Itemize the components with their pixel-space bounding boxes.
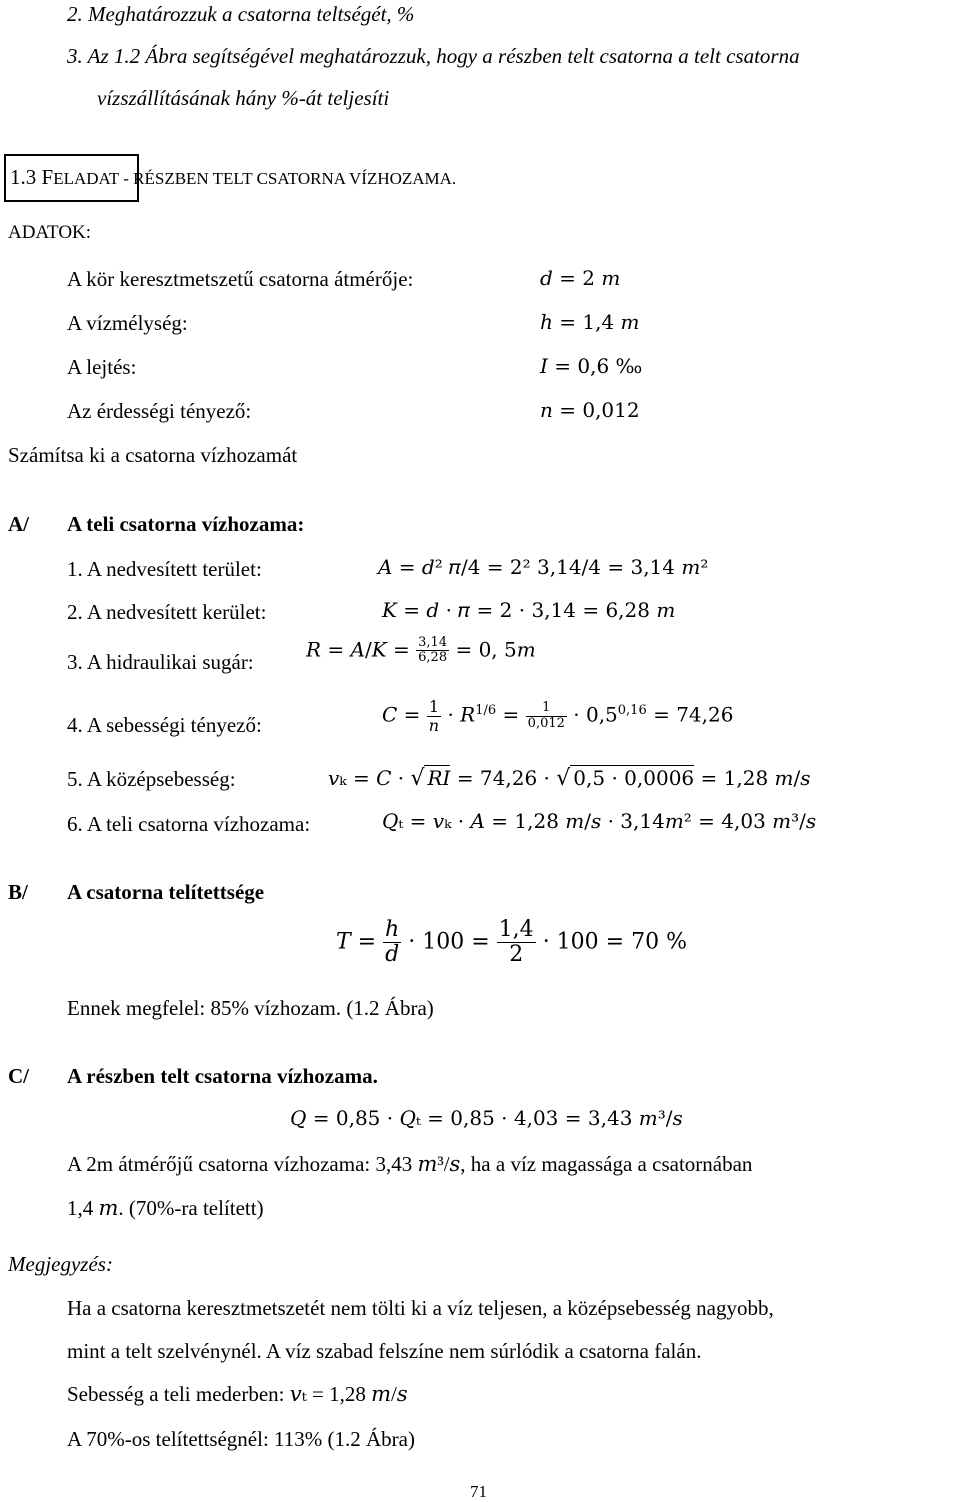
step2-formula: 𝐾 = 𝑑 · 𝜋 = 2 · 3,14 = 6,28 𝑚: [382, 598, 676, 622]
section-title-rest: - RÉSZBEN TELT CSATORNA VÍZHOZAMA.: [118, 169, 457, 188]
step4-formula: [382, 698, 733, 734]
step3-label: 3. A hidraulikai sugár:: [67, 650, 254, 674]
step4-fraction2: [526, 701, 567, 731]
list-item-3-line1: 3. Az 1.2 Ábra segítségével meghatározzuk, hogy a részben telt csatorna a telt csatorna: [67, 44, 800, 68]
step5-mid: = 74,26 ·: [456, 766, 550, 790]
saturation-f2-den: 2: [509, 942, 524, 968]
saturation-f1-den: 𝑑: [385, 942, 400, 968]
step5-label: 5. A középsebesség:: [67, 767, 236, 791]
part-c-letter: C/: [8, 1064, 29, 1088]
step3-formula: [306, 636, 536, 666]
part-c-text-line2: 1,4 𝑚. (70%-ra telített): [67, 1196, 264, 1220]
section-title-feladat: ELADAT: [53, 169, 119, 188]
sqrt-symbol-1: √: [410, 766, 425, 791]
part-b-letter: B/: [8, 880, 28, 904]
step4-lhs: 𝐶 =: [382, 702, 421, 727]
step1-label: 1. A nedvesített terület:: [67, 557, 262, 581]
step4-f2-den: 0,012: [527, 715, 565, 731]
saturation-mid: · 100 =: [408, 929, 490, 955]
saturation-formula: [336, 918, 687, 967]
adatok-value-depth: ℎ = 1,4 𝑚: [540, 310, 640, 334]
step3-rhs: = 0, 5𝑚: [455, 637, 536, 662]
note-heading: Megjegyzés:: [8, 1252, 113, 1276]
step4-rhs: = 74,26: [653, 702, 734, 727]
adatok-label-diameter: A kör keresztmetszetű csatorna átmérője:: [67, 267, 414, 291]
note-line2: mint a telt szelvénynél. A víz szabad felszíne nem súrlódik a csatorna falán.: [67, 1339, 702, 1363]
adatok-heading: ADATOK:: [8, 222, 92, 243]
part-c-formula: 𝑄 = 0,85 · 𝑄ₜ = 0,85 · 4,03 = 3,43 𝑚³/𝑠: [290, 1106, 683, 1130]
step3-numerator: 3,14: [418, 635, 448, 650]
part-c-text-line1: A 2m átmérőjű csatorna vízhozama: 3,43 𝑚³/𝑠, ha a víz magassága a csatornában: [67, 1152, 753, 1176]
adatok-value-diameter: 𝑑 = 2 𝑚: [540, 266, 621, 290]
list-item-2: 2. Meghatározzuk a csatorna teltségét, %: [67, 2, 415, 26]
part-c-title: A részben telt csatorna vízhozama.: [67, 1064, 378, 1088]
step1-formula: 𝐴 = 𝑑² 𝜋/4 = 2² 3,14/4 = 3,14 𝑚²: [378, 555, 709, 579]
sqrt-symbol-2: √: [556, 766, 571, 791]
saturation-f2-num: 1,4: [498, 917, 534, 942]
part-b-title: A csatorna telítettsége: [67, 880, 265, 904]
adatok-label-slope: A lejtés:: [67, 355, 137, 379]
saturation-rhs: · 100 = 70 %: [542, 929, 687, 955]
step4-base: · 0,5: [573, 702, 618, 727]
step2-label: 2. A nedvesített kerület:: [67, 600, 267, 624]
step5-radicand2: 0,5 · 0,0006: [570, 765, 694, 790]
part-a-letter: A/: [8, 512, 29, 536]
step6-label: 6. A teli csatorna vízhozama:: [67, 812, 311, 836]
note-line4: A 70%-os telítettségnél: 113% (1.2 Ábra): [67, 1427, 415, 1451]
step3-lhs: 𝑅 = 𝐴/𝐾 =: [306, 637, 410, 662]
saturation-f1-num: ℎ: [385, 917, 400, 942]
step4-f2-num: 1: [526, 701, 567, 716]
adatok-value-roughness: 𝑛 = 0,012: [540, 398, 640, 422]
step4-exponent: 1/6: [475, 702, 497, 718]
saturation-fraction1: [383, 918, 401, 967]
step4-f1-den: 𝑛: [428, 715, 440, 735]
part-a-title: A teli csatorna vízhozama:: [67, 512, 305, 536]
note-line3: Sebesség a teli mederben: 𝑣ₜ = 1,28 𝑚/𝑠: [67, 1382, 408, 1406]
step4-label: 4. A sebességi tényező:: [67, 713, 262, 737]
part-b-note: Ennek megfelel: 85% vízhozam. (1.2 Ábra): [67, 996, 434, 1020]
step4-exp-den: 6: [487, 702, 497, 718]
step3-fraction: [416, 636, 449, 666]
step5-radicand1: 𝑅𝐼: [424, 765, 450, 790]
step5-rhs: = 1,28 𝑚/𝑠: [700, 766, 811, 790]
adatok-label-depth: A vízmélység:: [67, 311, 188, 335]
list-item-3-line2: vízszállításának hány %-át teljesíti: [97, 86, 390, 110]
step4-fraction1: [427, 698, 441, 734]
step4-mid: · 𝑅: [447, 702, 476, 727]
page-number: 71: [470, 1482, 487, 1501]
step4-eq: =: [502, 702, 520, 727]
step5-formula: [328, 766, 811, 791]
section-title: [10, 165, 456, 189]
step3-denominator: 6,28: [418, 650, 448, 666]
saturation-fraction2: [497, 918, 536, 967]
adatok-value-slope: 𝐼 = 0,6 ‰: [540, 354, 643, 378]
section-title-prefix: 1.3 F: [10, 165, 54, 189]
adatok-label-roughness: Az érdességi tényező:: [67, 399, 252, 423]
step6-formula: 𝑄ₜ = 𝑣ₖ · 𝐴 = 1,28 𝑚/𝑠 · 3,14𝑚² = 4,03 𝑚³/𝑠: [382, 809, 817, 833]
task-text: Számítsa ki a csatorna vízhozamát: [8, 443, 298, 467]
step5-lhs: 𝑣ₖ = 𝐶 ·: [328, 766, 405, 790]
step4-exp-num: 1: [475, 702, 484, 718]
step4-power: 0,16: [617, 702, 647, 718]
note-line1: Ha a csatorna keresztmetszetét nem tölti ki a víz teljesen, a középsebesség nagyobb,: [67, 1296, 774, 1320]
saturation-lhs: 𝑇 =: [336, 929, 377, 955]
step4-f1-num: 1: [427, 698, 441, 717]
